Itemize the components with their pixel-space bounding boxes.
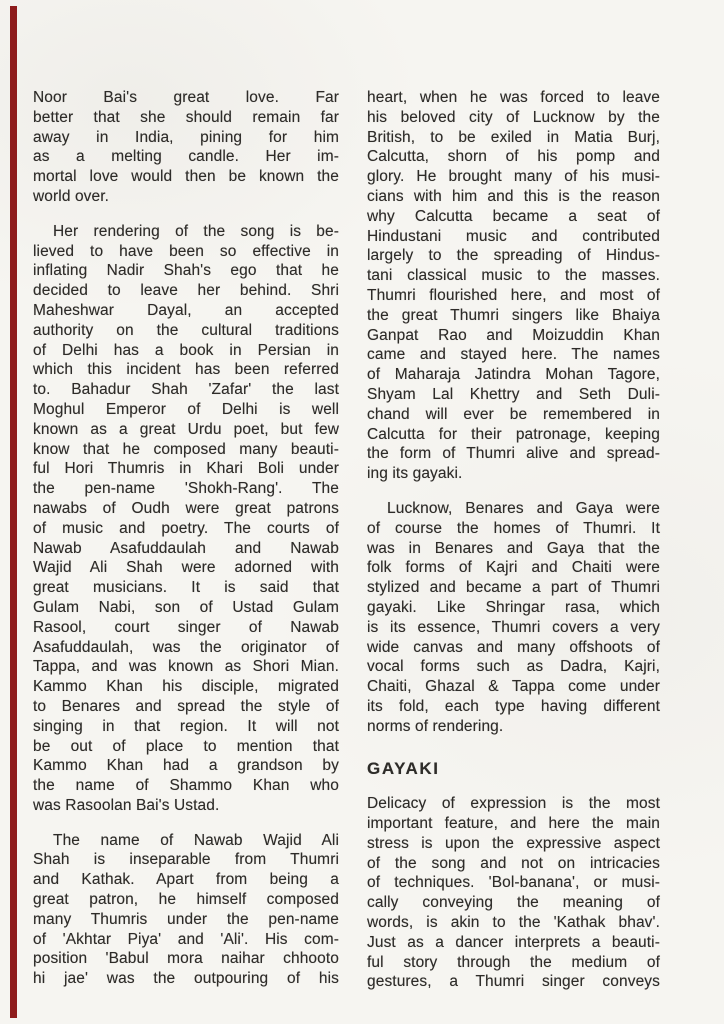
text-line: singing in that region. It will not <box>33 717 339 735</box>
text-line: of the song and not on intricacies <box>367 854 660 872</box>
text-line: great patron, he himself composed <box>33 891 339 909</box>
paragraph <box>33 831 339 989</box>
text-line: his beloved city of Lucknow by the <box>367 108 660 126</box>
text-line: Gulam Nabi, son of Ustad Gulam <box>33 598 339 616</box>
text-line: and Kathak. Apart from being a <box>33 871 339 889</box>
section-heading-gayaki: GAYAKI <box>367 758 440 778</box>
text-line: Noor Bai's great love. Far <box>33 89 339 106</box>
text-line: Calcutta for their patronage, keeping <box>367 425 660 443</box>
text-line: gestures, a Thumri singer conveys <box>367 973 660 991</box>
text-line: to. Bahadur Shah 'Zafar' the last <box>33 381 339 399</box>
text-line: chand will ever be remembered in <box>367 405 660 423</box>
text-line: Kammo Khan his disciple, migrated <box>33 678 339 696</box>
text-line: Tappa, and was known as Shori Mian. <box>33 658 339 676</box>
text-line: vocal forms such as Dadra, Kajri, <box>367 658 660 676</box>
text-line: gayaki. Like Shringar rasa, which <box>367 598 660 616</box>
text-line: British, to be exiled in Matia Burj, <box>367 128 660 146</box>
text-line: the name of Shammo Khan who <box>33 777 339 795</box>
text-line: Lucknow, Benares and Gaya were <box>387 499 660 517</box>
text-line: the form of Thumri alive and spread- <box>367 445 660 463</box>
text-line: Shah is inseparable from Thumri <box>33 851 339 869</box>
spine-edge-bar <box>10 6 17 1018</box>
text-line: Asafuddaulah, was the originator of <box>33 638 339 656</box>
text-line: ing its gayaki. <box>367 465 463 483</box>
text-line: authority on the cultural traditions <box>33 321 339 339</box>
text-line: Delicacy of expression is the most <box>367 795 660 813</box>
text-line: world over. <box>33 187 110 205</box>
text-line: better that she should remain far <box>33 108 339 126</box>
paragraph <box>367 794 660 992</box>
text-line: was Rasoolan Bai's Ustad. <box>33 796 220 814</box>
text-line: glory. He brought many of his musi- <box>367 168 660 186</box>
text-line: heart, when he was forced to leave <box>367 89 660 106</box>
text-line: The name of Nawab Wajid Ali <box>53 831 339 849</box>
paragraph <box>367 499 660 737</box>
text-line: known as a great Urdu poet, but few <box>33 420 339 438</box>
text-line: cians with him and this is the reason <box>367 187 660 205</box>
text-line: is its essence, Thumri covers a very <box>367 618 660 636</box>
text-line: ful Hori Thumris in Khari Boli under <box>33 460 339 478</box>
text-line: was in Benares and Gaya that the <box>367 539 660 557</box>
text-line: why Calcutta became a seat of <box>367 207 660 225</box>
text-line: away in India, pining for him <box>33 128 339 146</box>
text-line: of course the homes of Thumri. It <box>367 519 660 537</box>
text-line: position 'Babul mora naihar chhooto <box>33 950 339 968</box>
text-line: ful story through the medium of <box>367 953 660 971</box>
text-line: many Thumris under the pen-name <box>33 910 339 928</box>
text-line: of Delhi has a book in Persian in <box>33 341 339 359</box>
text-line: great musicians. It is said that <box>33 579 339 597</box>
text-line: came and stayed here. The names <box>367 346 660 364</box>
text-line: Her rendering of the song is be- <box>53 222 339 240</box>
text-line: Thumri flourished here, and most of <box>367 286 660 304</box>
text-line: stylized and became a part of Thumri <box>367 579 660 597</box>
text-line: nawabs of Oudh were great patrons <box>33 499 339 517</box>
text-line: stress is upon the expressive aspect <box>367 834 660 852</box>
text-line: Chaiti, Ghazal & Tappa come under <box>367 678 660 696</box>
text-line: mortal love would then be known the <box>33 168 339 186</box>
text-line: Shyam Lal Khettry and Seth Duli- <box>367 385 660 403</box>
text-line: hi jae' was the outpouring of his <box>33 970 339 988</box>
text-line: which this incident has been referred <box>33 361 339 379</box>
text-line: be out of place to mention that <box>33 737 339 755</box>
text-line: words, is akin to the 'Kathak bhav'. <box>367 914 660 932</box>
left-column <box>33 88 339 989</box>
text-line: Maheshwar Dayal, an accepted <box>33 301 339 319</box>
text-line: cally conveying the meaning of <box>367 894 660 912</box>
text-line: Nawab Asafuddaulah and Nawab <box>33 539 339 557</box>
text-line: Just as a dancer interprets a beauti- <box>367 933 660 951</box>
text-line: know that he composed many beauti- <box>33 440 339 458</box>
text-line: Ganpat Rao and Moizuddin Khan <box>367 326 660 344</box>
text-line: Moghul Emperor of Delhi is well <box>33 400 339 418</box>
paragraph <box>33 222 339 816</box>
text-line: Hindustani music and contributed <box>367 227 660 245</box>
text-line: of Maharaja Jatindra Mohan Tagore, <box>367 366 660 384</box>
text-line: tani classical music to the masses. <box>367 267 660 285</box>
right-column <box>367 88 660 992</box>
text-line: largely to the spreading of Hindus- <box>367 247 660 265</box>
text-line: decided to leave her behind. Shri <box>33 282 339 300</box>
text-line: of music and poetry. The courts of <box>33 519 339 537</box>
text-line: of techniques. 'Bol-banana', or musi- <box>367 874 660 892</box>
text-line: to Benares and spread the style of <box>33 697 339 715</box>
text-line: wide canvas and many offshoots of <box>367 638 660 656</box>
text-line: important feature, and here the main <box>367 815 660 833</box>
text-line: Calcutta, shorn of his pomp and <box>367 148 660 166</box>
text-line: norms of rendering. <box>367 717 504 735</box>
text-line: of 'Akhtar Piya' and 'Ali'. His com- <box>33 930 339 948</box>
text-line: inflating Nadir Shah's ego that he <box>33 262 339 280</box>
text-line: the great Thumri singers like Bhaiya <box>367 306 660 324</box>
paragraph <box>367 88 660 484</box>
text-line: lieved to have been so effective in <box>33 242 339 260</box>
text-line: Kammo Khan had a grandson by <box>33 757 339 775</box>
text-line: folk forms of Kajri and Chaiti were <box>367 559 660 577</box>
paragraph <box>33 88 339 207</box>
text-line: the pen-name 'Shokh-Rang'. The <box>33 480 339 498</box>
text-line: its fold, each type having different <box>367 697 660 715</box>
text-line: Rasool, court singer of Nawab <box>33 618 339 636</box>
text-line: as a melting candle. Her im- <box>33 148 339 166</box>
text-line: Wajid Ali Shah were adorned with <box>33 559 339 577</box>
